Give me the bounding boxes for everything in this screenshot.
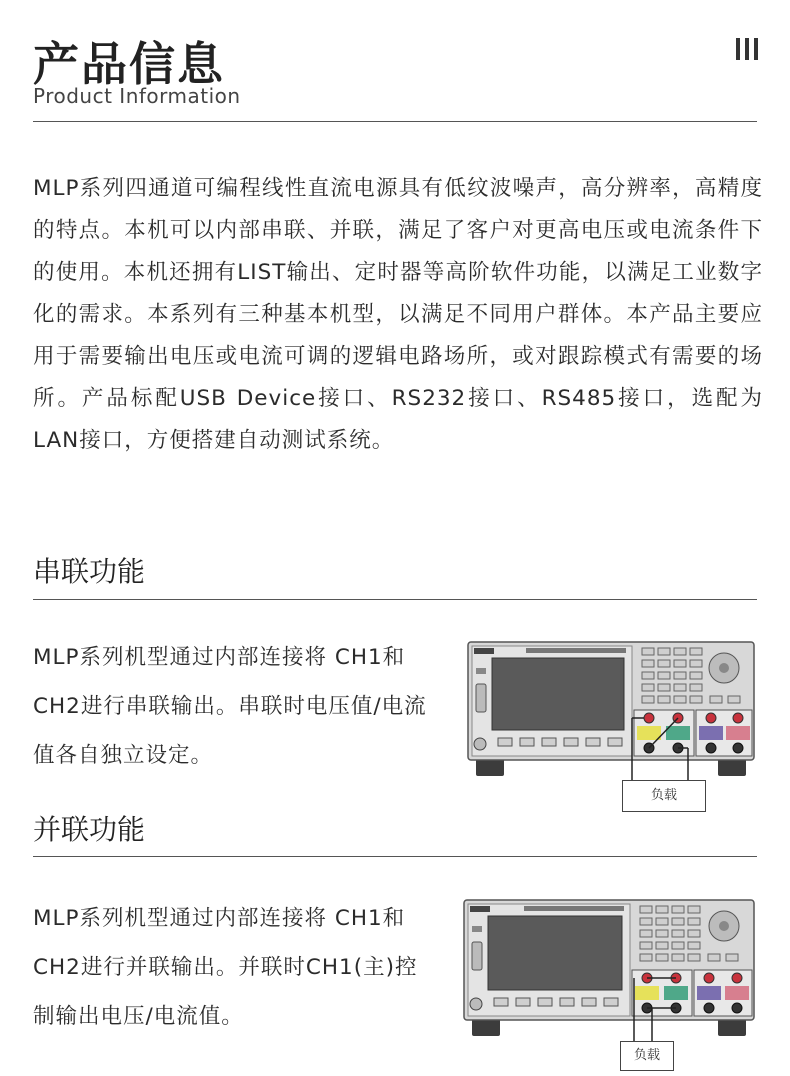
output-terminals	[632, 970, 752, 1016]
intro-paragraph: MLP系列四通道可编程线性直流电源具有低纹波噪声，高分辨率，高精度的特点。本机可以内部串联、并联，满足了客户对更高电压或电流条件下的使用。本机还拥有LIST输出、定时器等高阶软件功能，以满足工业数字化的需求。本系列有三种基本机型，以满足不同用户群体。本产品主要应用于需要输出电压或电流可调的逻辑电路场所，或对跟踪模式有需要的场所。产品标配USB Device接口、RS232接口、RS485接口，选配为LAN接口，方便搭建自动测试系统。	[33, 176, 763, 453]
load-label-series: 负载	[622, 780, 706, 812]
power-button	[474, 738, 486, 750]
parallel-divider	[33, 856, 757, 857]
power-button	[470, 998, 482, 1010]
header-divider	[33, 121, 757, 122]
menu-icon[interactable]	[736, 38, 760, 60]
device-screen	[488, 916, 622, 990]
power-supply-diagram-series	[466, 640, 758, 816]
load-label-parallel: 负载	[620, 1041, 674, 1071]
device-screen	[492, 658, 624, 730]
power-supply-diagram-parallel	[462, 898, 758, 1044]
page-subtitle: Product Information	[33, 84, 241, 108]
output-terminals	[634, 710, 752, 756]
parallel-description: MLP系列机型通过内部连接将 CH1和 CH2进行并联输出。并联时CH1(主)控制输出电压/电流值。	[33, 906, 418, 1029]
series-divider	[33, 599, 757, 600]
series-section-title: 串联功能	[33, 555, 146, 588]
page-title: 产品信息	[33, 37, 225, 91]
series-description: MLP系列机型通过内部连接将 CH1和 CH2进行串联输出。串联时电压值/电流值各自独立设定。	[33, 645, 427, 768]
parallel-section-title: 并联功能	[33, 813, 146, 846]
